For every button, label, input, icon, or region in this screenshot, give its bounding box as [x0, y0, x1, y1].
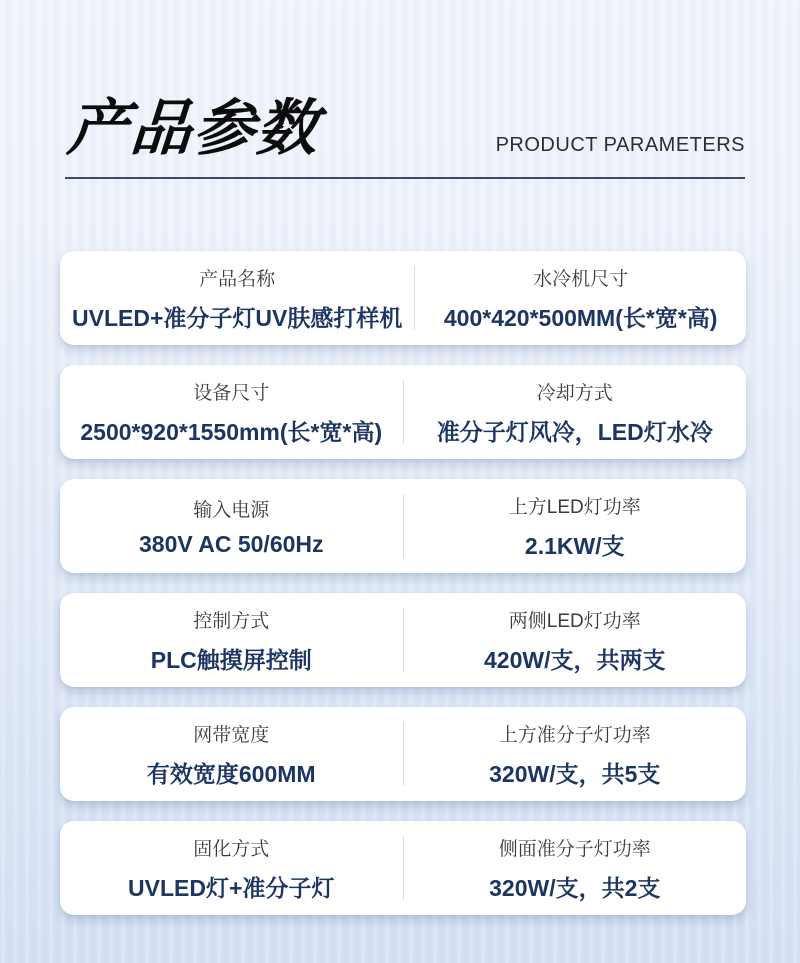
spec-label: 侧面准分子灯功率	[498, 838, 651, 860]
spec-card	[60, 251, 746, 345]
spec-value: PLC触摸屏控制	[150, 646, 312, 673]
spec-value: UVLED灯+准分子灯	[128, 874, 335, 901]
spec-card	[60, 821, 746, 915]
spec-cell-right	[404, 593, 747, 687]
title-underline	[65, 177, 745, 179]
spec-cell-left	[60, 593, 403, 687]
spec-cell-right	[404, 479, 747, 573]
spec-cell-right	[415, 251, 746, 345]
spec-cell-right	[404, 707, 747, 801]
spec-label: 上方准分子灯功率	[498, 724, 651, 746]
spec-cell-right	[404, 821, 747, 915]
page-subtitle-en: PRODUCT PARAMETERS	[495, 134, 745, 157]
spec-value: 准分子灯风冷，LED灯水冷	[436, 418, 713, 445]
spec-cell-left	[60, 707, 403, 801]
spec-label: 网带宽度	[193, 724, 270, 746]
spec-label: 两侧LED灯功率	[508, 610, 641, 632]
spec-value: 400*420*500MM(长*宽*高)	[443, 304, 718, 331]
spec-value: 420W/支，共两支	[484, 646, 666, 673]
spec-label: 输入电源	[193, 499, 270, 521]
spec-cell-left	[60, 251, 414, 345]
spec-cell-right	[404, 365, 747, 459]
spec-value: 有效宽度600MM	[146, 760, 316, 787]
spec-value: 2.1KW/支	[524, 532, 625, 559]
spec-value: 320W/支，共5支	[489, 760, 661, 787]
spec-label: 控制方式	[193, 610, 270, 632]
spec-cell-left	[60, 365, 403, 459]
spec-label: 水冷机尺寸	[533, 268, 629, 290]
spec-card	[60, 365, 746, 459]
spec-value: 2500*920*1550mm(长*宽*高)	[80, 418, 383, 445]
spec-label: 固化方式	[193, 838, 270, 860]
spec-cell-left	[60, 479, 403, 573]
spec-card	[60, 593, 746, 687]
spec-cell-left	[60, 821, 403, 915]
spec-label: 上方LED灯功率	[508, 496, 641, 518]
spec-card	[60, 479, 746, 573]
spec-label: 设备尺寸	[193, 382, 270, 404]
spec-value: 380V AC 50/60Hz	[138, 530, 324, 557]
spec-card-list	[60, 251, 746, 915]
spec-label: 产品名称	[199, 268, 276, 290]
spec-card	[60, 707, 746, 801]
page-header	[65, 92, 745, 179]
spec-label: 冷却方式	[536, 382, 613, 404]
page-title: 产品参数	[65, 94, 322, 162]
spec-value: UVLED+准分子灯UV肤感打样机	[72, 304, 403, 331]
spec-value: 320W/支，共2支	[489, 874, 661, 901]
